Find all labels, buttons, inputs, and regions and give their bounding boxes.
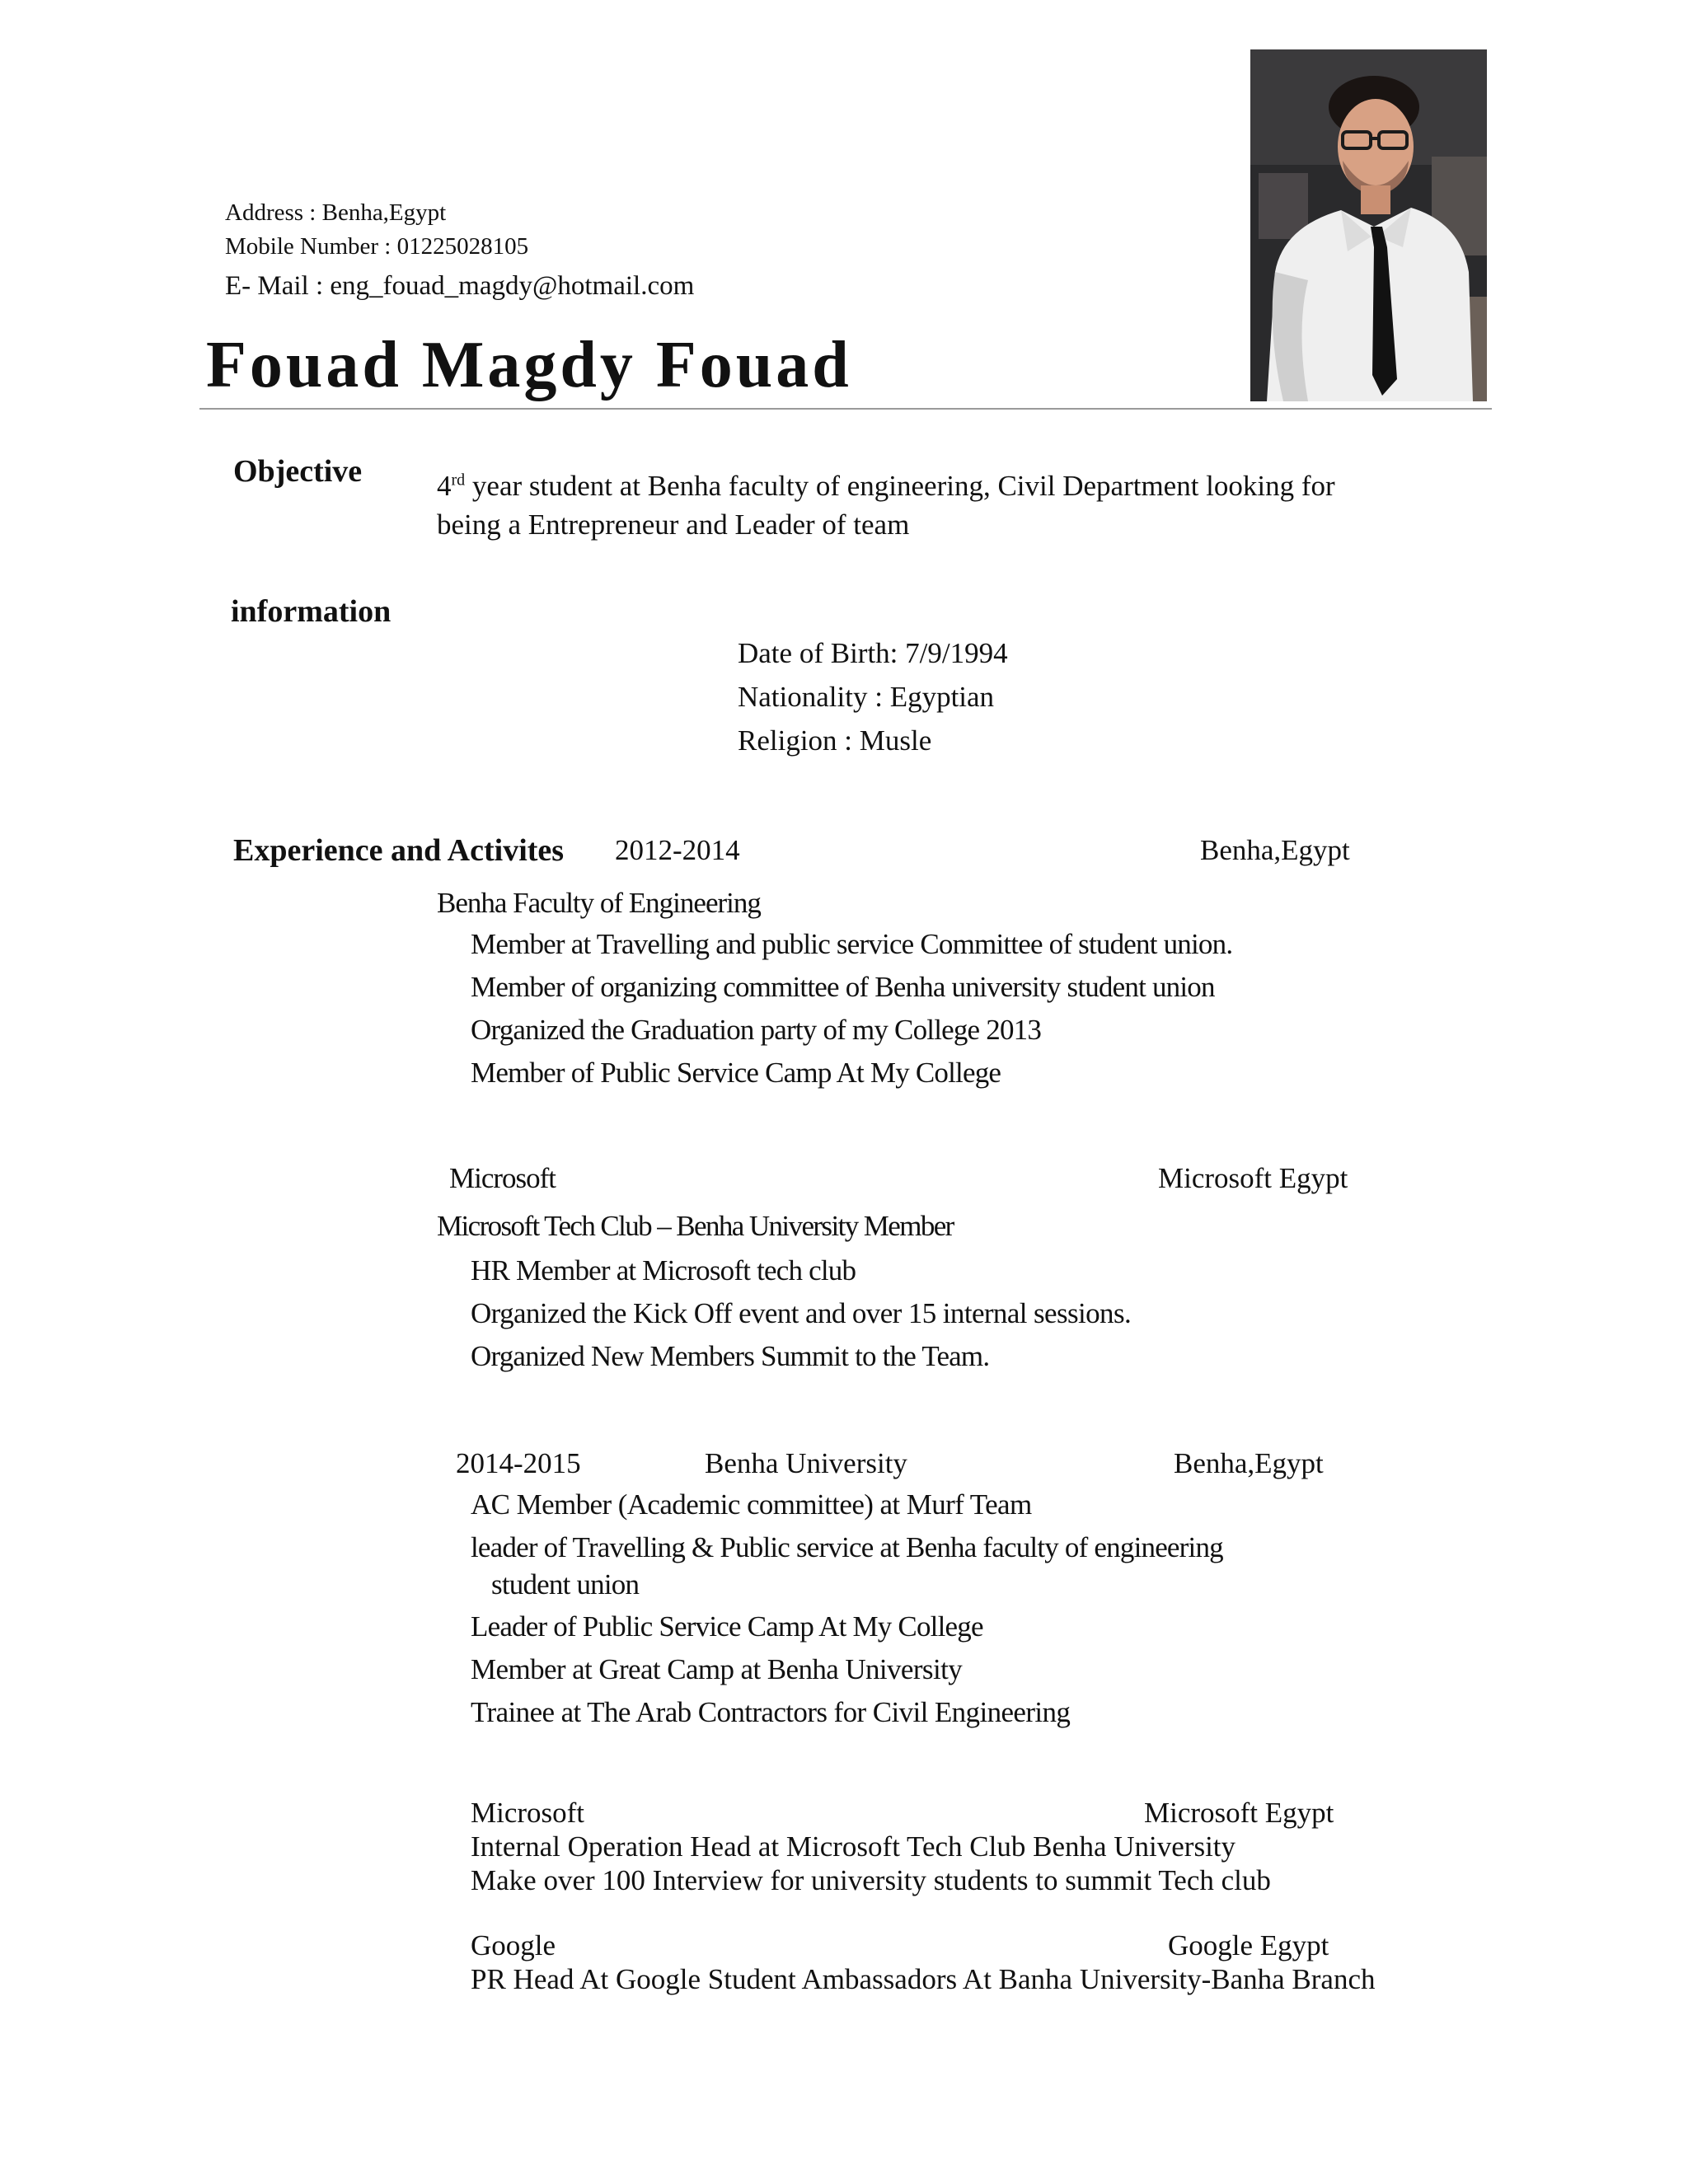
list-item: Member at Travelling and public service Committee of student union. bbox=[471, 928, 1233, 960]
dob-text: Date of Birth: 7/9/1994 bbox=[738, 637, 1008, 669]
address-text: Address : Benha,Egypt bbox=[225, 199, 447, 226]
block2-location: Microsoft Egypt bbox=[1158, 1162, 1348, 1194]
block4-company: Microsoft bbox=[471, 1797, 585, 1829]
list-item: Organized New Members Summit to the Team. bbox=[471, 1340, 990, 1372]
block3-org: Benha University bbox=[705, 1447, 907, 1479]
objective-ordinal-suffix: rd bbox=[451, 471, 466, 490]
objective-line-2: being a Entrepreneur and Leader of team bbox=[437, 509, 910, 541]
person-name: Fouad Magdy Fouad bbox=[206, 329, 852, 401]
header-divider bbox=[199, 408, 1492, 410]
block3-years: 2014-2015 bbox=[456, 1447, 581, 1479]
list-item: PR Head At Google Student Ambassadors At Banha University-Banha Branch bbox=[471, 1963, 1376, 1995]
block3-location: Benha,Egypt bbox=[1174, 1447, 1324, 1479]
list-item: Member of Public Service Camp At My College bbox=[471, 1057, 1001, 1089]
religion-text: Religion : Musle bbox=[738, 724, 932, 757]
list-item: Internal Operation Head at Microsoft Tech Club Benha University bbox=[471, 1830, 1236, 1863]
information-heading: information bbox=[231, 594, 392, 629]
list-item: AC Member (Academic committee) at Murf Team bbox=[471, 1488, 1032, 1521]
list-item: Leader of Public Service Camp At My College bbox=[471, 1610, 983, 1643]
list-item: Member of organizing committee of Benha university student union bbox=[471, 971, 1215, 1003]
objective-ordinal: 4 bbox=[437, 470, 452, 502]
experience-heading: Experience and Activites bbox=[233, 833, 565, 868]
block4-location: Microsoft Egypt bbox=[1144, 1797, 1334, 1829]
list-item: leader of Travelling & Public service at Benha faculty of engineering bbox=[471, 1531, 1223, 1563]
block1-org: Benha Faculty of Engineering bbox=[437, 887, 761, 919]
profile-photo bbox=[1250, 49, 1487, 401]
block5-location: Google Egypt bbox=[1168, 1929, 1329, 1961]
block1-years: 2012-2014 bbox=[615, 834, 740, 866]
block1-location: Benha,Egypt bbox=[1200, 834, 1350, 866]
list-item: HR Member at Microsoft tech club bbox=[471, 1254, 856, 1286]
block2-org: Microsoft Tech Club – Benha University Member bbox=[437, 1210, 954, 1242]
block5-company: Google bbox=[471, 1929, 556, 1961]
objective-line-1-text: year student at Benha faculty of engineering, Civil Department looking for bbox=[465, 470, 1335, 502]
nationality-text: Nationality : Egyptian bbox=[738, 681, 995, 713]
block2-company: Microsoft bbox=[449, 1162, 556, 1194]
mobile-text: Mobile Number : 01225028105 bbox=[225, 233, 529, 260]
objective-heading: Objective bbox=[233, 454, 363, 489]
list-item: Make over 100 Interview for university students to summit Tech club bbox=[471, 1864, 1271, 1896]
email-text: E- Mail : eng_fouad_magdy@hotmail.com bbox=[225, 271, 695, 301]
list-item: student union bbox=[491, 1568, 640, 1601]
objective-line-1 bbox=[437, 470, 1335, 503]
list-item: Member at Great Camp at Benha University bbox=[471, 1653, 963, 1685]
list-item: Trainee at The Arab Contractors for Civil Engineering bbox=[471, 1696, 1071, 1728]
list-item: Organized the Kick Off event and over 15 internal sessions. bbox=[471, 1297, 1132, 1329]
list-item: Organized the Graduation party of my College 2013 bbox=[471, 1014, 1042, 1046]
